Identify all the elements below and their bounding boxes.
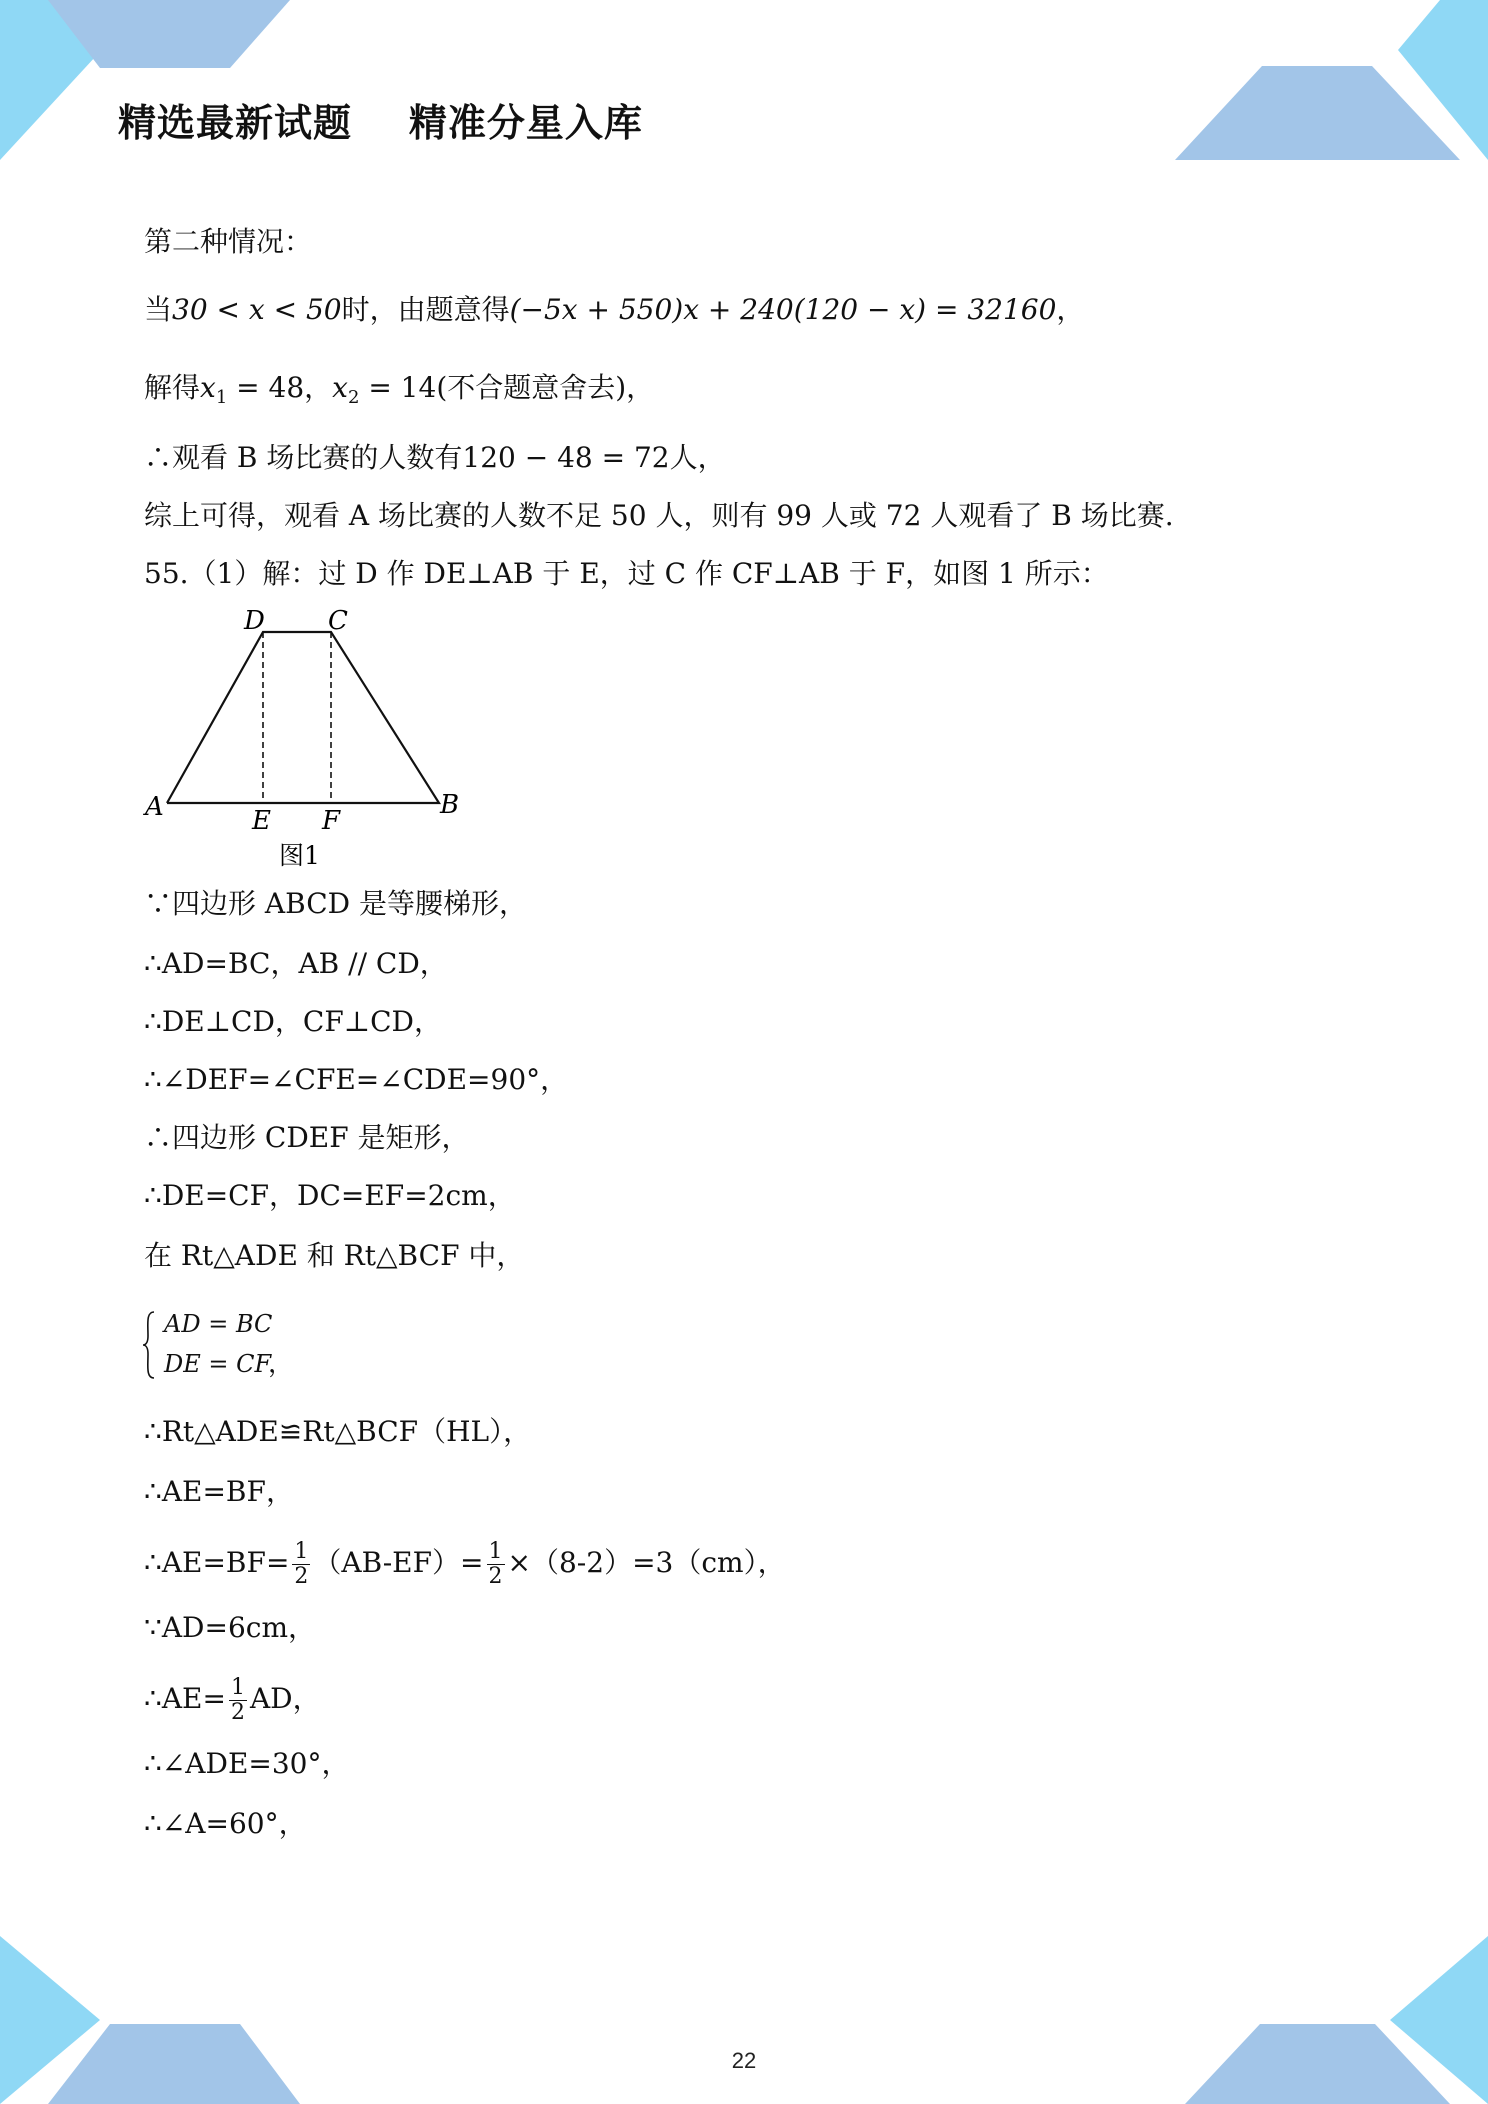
trapezoid-figure	[140, 605, 480, 885]
text-segment: ∴AE=BF=	[144, 1546, 290, 1579]
text-segment: 人，	[669, 441, 726, 474]
math-subscript: 2	[347, 387, 360, 408]
left-brace-icon	[142, 1310, 156, 1380]
summary-line: 综上可得，观看 A 场比赛的人数不足 50 人，则有 99 人或 72 人观看了 B 场比赛.	[144, 499, 1174, 532]
fraction-numerator: 1	[294, 1539, 309, 1564]
math-var: x	[332, 371, 348, 404]
fraction-denominator: 2	[488, 1564, 503, 1589]
label-a: A	[145, 792, 164, 822]
label-b: B	[440, 790, 460, 820]
solution-line	[144, 370, 654, 416]
fraction-denominator: 2	[294, 1564, 309, 1589]
text-line: ∴四边形 CDEF 是矩形，	[144, 1121, 470, 1154]
equation-line	[144, 292, 1084, 328]
math-inequality: 30 < x < 50	[172, 293, 342, 326]
text-segment: 当	[144, 293, 173, 326]
text-line: ∴DE⊥CD，CF⊥CD，	[144, 1005, 442, 1038]
text-line: ∴∠DEF=∠CFE=∠CDE=90°，	[144, 1063, 569, 1096]
label-e: E	[252, 806, 271, 836]
fraction-denominator: 2	[230, 1700, 245, 1725]
text-line: ∵四边形 ABCD 是等腰梯形，	[144, 887, 527, 920]
text-line: ∴AE=BF，	[144, 1475, 294, 1508]
fraction-one-half	[487, 1540, 505, 1589]
system-row-2: DE = CF	[164, 1350, 272, 1378]
math-value: = 14	[359, 371, 437, 404]
text-line: ∴∠A=60°，	[144, 1807, 307, 1840]
fraction-line	[144, 1540, 786, 1589]
math-equation: (−5x + 550)x + 240(120 − x) = 32160	[509, 293, 1057, 326]
text-segment: ∴AE=	[144, 1682, 226, 1715]
text-segment: 时，由题意得	[341, 293, 510, 326]
fraction-line	[144, 1676, 321, 1725]
text-line: ∴Rt△ADE≌Rt△BCF（HL），	[144, 1415, 532, 1448]
text-line: ∴∠ADE=30°，	[144, 1747, 350, 1780]
math-value: = 48，	[227, 371, 333, 404]
text-segment: ×（8-2）=3（cm），	[507, 1546, 786, 1579]
text-segment: (不合题意舍去)，	[436, 371, 655, 404]
page-number: 22	[731, 2048, 757, 2073]
system-comma: ，	[268, 1349, 295, 1379]
header-title: 精选最新试题 精准分星入库	[118, 101, 643, 145]
label-f: F	[322, 806, 341, 836]
text-line: ∴DE=CF，DC=EF=2cm，	[144, 1179, 516, 1212]
label-c: C	[328, 606, 348, 636]
system-row-1: AD = BC	[164, 1310, 273, 1338]
top-right-trapezoid	[1175, 66, 1460, 160]
math-expression: 120 − 48 = 72	[462, 441, 670, 474]
equation-system	[144, 1304, 295, 1384]
text-line: 第二种情况：	[144, 225, 313, 258]
text-segment: AD，	[249, 1682, 321, 1715]
problem-55-line: 55.（1）解：过 D 作 DE⊥AB 于 E，过 C 作 CF⊥AB 于 F，如图 1 所示：	[144, 557, 1109, 590]
result-line	[144, 440, 726, 476]
text-line: 在 Rt△ADE 和 Rt△BCF 中，	[144, 1239, 525, 1272]
label-d: D	[244, 606, 265, 636]
fraction-numerator: 1	[230, 1675, 245, 1700]
text-segment: ∴观看 B 场比赛的人数有	[144, 441, 463, 474]
figure-caption: 图1	[279, 841, 320, 870]
fraction-numerator: 1	[488, 1539, 503, 1564]
math-subscript: 1	[215, 387, 228, 408]
text-segment: ，	[1056, 293, 1085, 326]
text-line: ∵AD=6cm，	[144, 1611, 316, 1644]
math-var: x	[200, 371, 216, 404]
fraction-one-half	[292, 1540, 310, 1589]
text-line: ∴AD=BC，AB // CD，	[144, 947, 448, 980]
fraction-one-half	[229, 1676, 247, 1725]
trapezoid-outline	[167, 632, 439, 803]
text-segment: （AB-EF）=	[313, 1546, 484, 1579]
text-segment: 解得	[144, 371, 201, 404]
